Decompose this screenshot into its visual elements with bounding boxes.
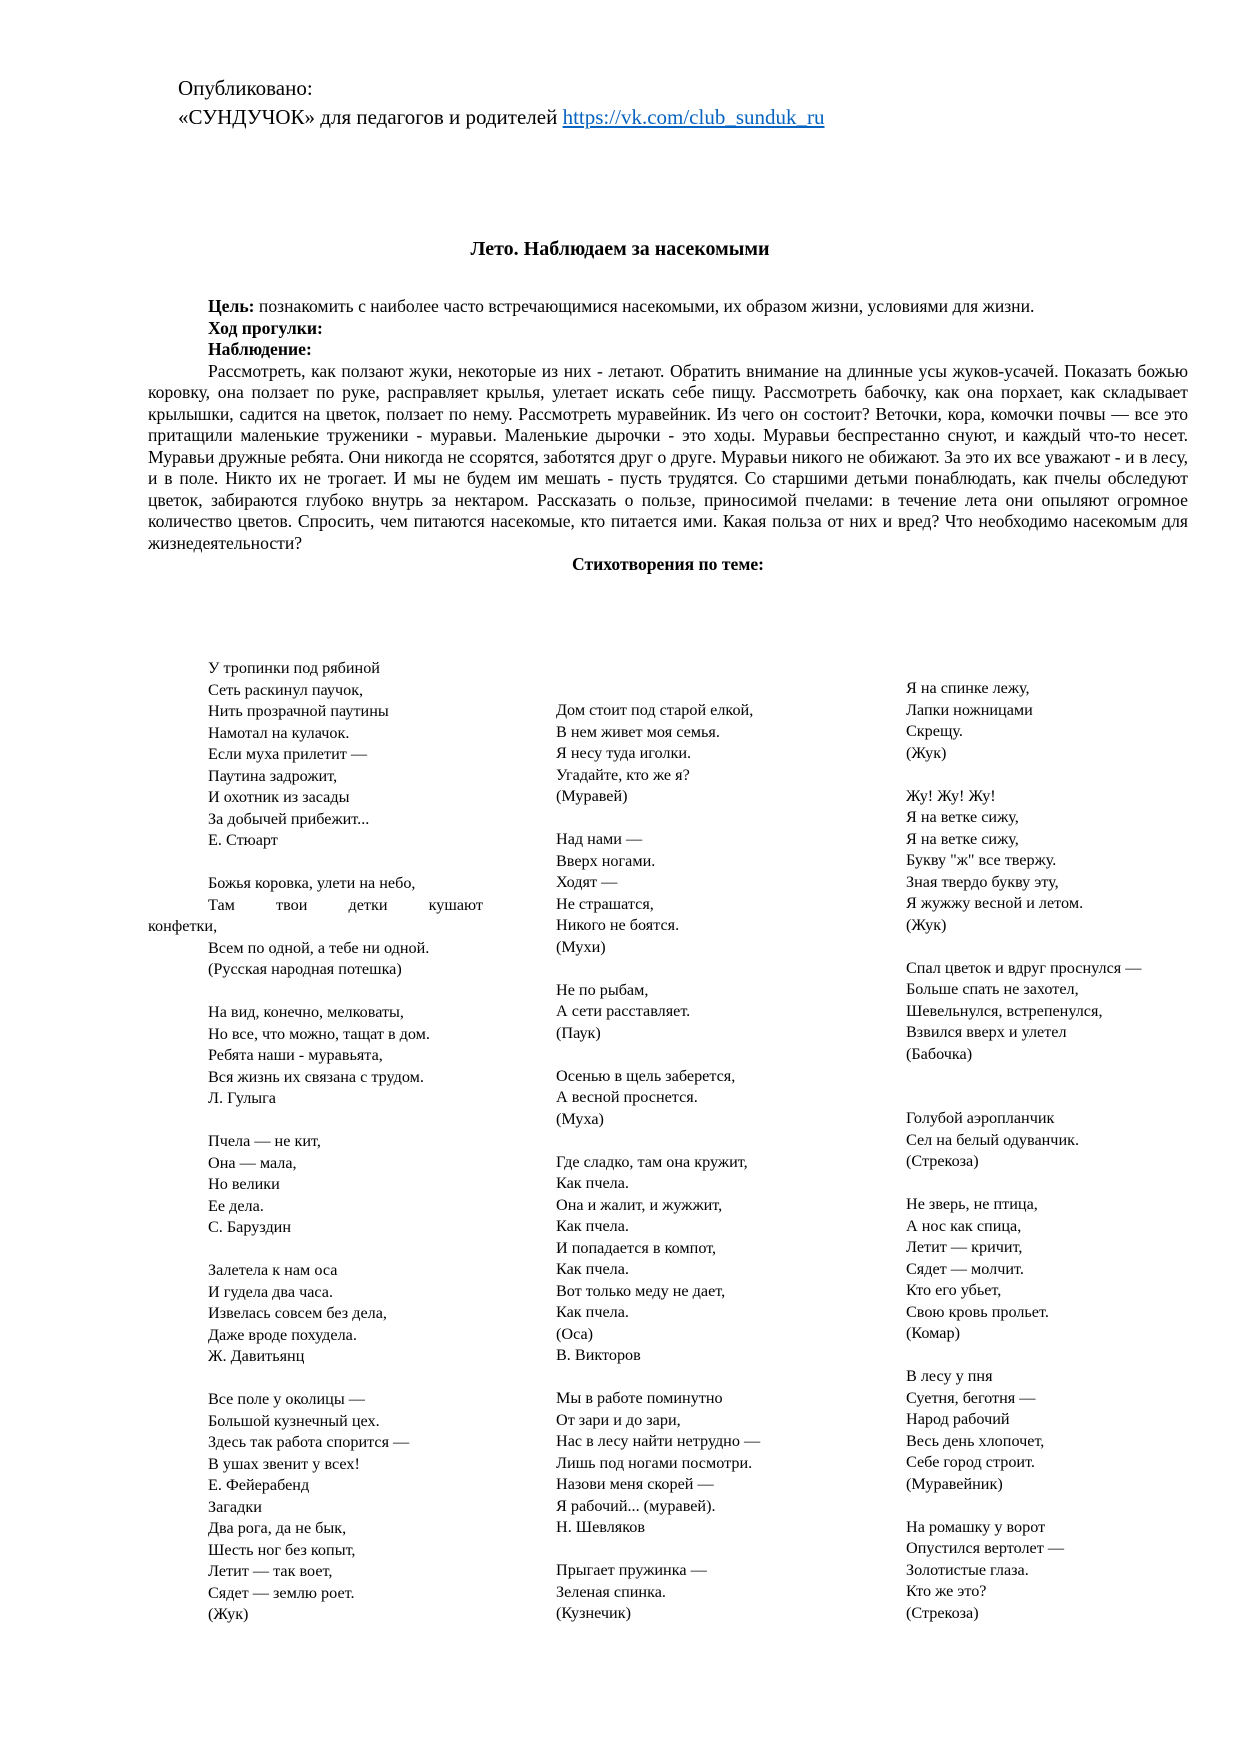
riddle-answer: (Жук) — [906, 743, 947, 762]
riddle-beetle-1 — [906, 678, 1206, 764]
poem-line: Как пчела. — [556, 1260, 629, 1278]
riddle-answer: (Стрекоза) — [906, 1603, 979, 1622]
riddle-fly — [556, 1066, 856, 1131]
riddle-wasp — [556, 1152, 856, 1367]
page-title: Лето. Наблюдаем за насекомыми — [470, 238, 770, 260]
poem-line: Не по рыбам, — [556, 980, 649, 999]
poem-line: На ромашку у ворот — [906, 1517, 1046, 1536]
poem-line: Летит — так воет, — [208, 1562, 333, 1580]
poem-line: И попадается в компот, — [556, 1238, 717, 1257]
poem-line: Ребята наши - муравьята, — [208, 1046, 383, 1064]
poem-line: Я на ветке сижу, — [906, 829, 1019, 848]
poem-ladybug — [148, 873, 488, 981]
poem-wasp — [208, 1260, 488, 1368]
poem-line: Зеленая спинка. — [556, 1582, 666, 1601]
poem-line: Зная твердо букву эту, — [906, 872, 1059, 891]
poem-line: Спал цветок и вдруг проснулся — — [906, 958, 1142, 977]
observation-heading: Наблюдение: — [208, 339, 312, 359]
poem-line: Свою кровь прольет. — [906, 1302, 1049, 1321]
poem-line: Золотистые глаза. — [906, 1560, 1029, 1579]
poem-line: Взвился вверх и улетел — [906, 1023, 1067, 1041]
poems-heading: Стихотворения по теме: — [572, 554, 764, 574]
poems-column-2 — [556, 700, 856, 1625]
poem-line: Жу! Жу! Жу! — [906, 786, 996, 805]
riddle-answer: (Мухи) — [556, 937, 606, 956]
goal-label: Цель: — [208, 296, 255, 316]
poem-line: Себе город строит. — [906, 1453, 1035, 1471]
riddle-answer: (Стрекоза) — [906, 1152, 979, 1170]
poem-line: Народ рабочий — [906, 1410, 1010, 1428]
poem-line: Скрещу. — [906, 722, 963, 740]
poem-line: Ходят — — [556, 873, 618, 891]
lesson-body — [148, 296, 1188, 576]
poem-bee — [208, 1131, 488, 1239]
poem-line: Пчела — не кит, — [208, 1132, 321, 1150]
riddle-mosquito — [906, 1194, 1206, 1345]
poem-spider — [208, 658, 488, 852]
poem-line: Извелась совсем без дела, — [208, 1304, 387, 1322]
poem-line: Божья коровка, улети на небо, — [208, 874, 416, 892]
poem-line: Всем по одной, а тебе ни одной. — [208, 938, 430, 957]
poem-line: Не зверь, не птица, — [906, 1195, 1038, 1213]
poem-line: Сядет — землю роет. — [208, 1583, 355, 1602]
poem-line: Кто его убьет, — [906, 1281, 1002, 1299]
word: Там — [208, 895, 235, 914]
walk-heading: Ход прогулки: — [208, 317, 323, 338]
poem-line: От зари и до зари, — [556, 1410, 681, 1429]
source-name: «СУНДУЧОК» для педагогов и родителей — [178, 105, 563, 129]
riddle-answer: (Жук) — [208, 1605, 249, 1623]
poem-line: И гудела два часа. — [208, 1282, 334, 1301]
poem-line: Она — мала, — [208, 1153, 297, 1172]
riddle-spider — [556, 980, 856, 1045]
poem-author: В. Викторов — [556, 1346, 641, 1364]
poem-line: Вся жизнь их связана с трудом. — [208, 1067, 424, 1086]
vk-link[interactable]: https://vk.com/club_sunduk_ru — [562, 105, 825, 129]
poem-line: Сядет — молчит. — [906, 1259, 1024, 1278]
poem-line: Шевельнулся, встрепенулся, — [906, 1001, 1103, 1020]
poem-line: Паутина задрожит, — [208, 766, 338, 785]
riddle-answer: (Бабочка) — [906, 1044, 973, 1063]
poem-line: Над нами — — [556, 830, 643, 848]
poem-line: Я несу туда иголки. — [556, 744, 692, 762]
poem-line: Кто же это? — [906, 1582, 987, 1600]
word: детки — [348, 895, 388, 914]
poem-line: Где сладко, там она кружит, — [556, 1152, 748, 1171]
riddles-heading: Загадки — [208, 1497, 262, 1516]
poem-line: Нить прозрачной паутины — [208, 702, 389, 720]
poem-line: Мы в работе поминутно — [556, 1389, 723, 1407]
poem-line: Все поле у околицы — — [208, 1390, 365, 1408]
poem-line: Вот только меду не дает, — [556, 1281, 726, 1300]
riddle-grasshopper — [556, 1560, 856, 1625]
poem-line: Если муха прилетит — — [208, 745, 368, 763]
poem-line: Суетня, беготня — — [906, 1388, 1036, 1407]
poem-author: Е. Фейерабенд — [208, 1476, 310, 1494]
poem-line: Не страшатся, — [556, 894, 654, 913]
poem-line: Я рабочий... (муравей). — [556, 1496, 716, 1515]
poem-line: Но велики — [208, 1175, 280, 1193]
poem-line: Дом стоит под старой елкой, — [556, 701, 754, 719]
poem-line: Я жужжу весной и летом. — [906, 894, 1084, 912]
riddle-anthill — [906, 1366, 1206, 1495]
poem-line: Я на спинке лежу, — [906, 679, 1030, 697]
poem-line-justified — [208, 895, 483, 917]
observation-text: Рассмотреть, как ползают жуки, некоторые из них - летают. Обратить внимание на длинные усы жуков-усачей. Показать божью коровку, она ползает по руке, расправляет крылья, улетает искать себе пищу. Рассмотреть бабочку, как она порхает, как складывает крылышки, садится на цветок, ползает по нему. Рассмотреть муравейник. Из чего он состоит? Веточки, кора, комочки почвы — все это притащили маленькие труженики - муравьи. Маленькие дырочки - это ходы. Муравьи беспрестанно снуют, и каждый что-то несет. Муравьи дружные ребята. Они никогда не ссорятся, заботятся друг о друге. Муравьи никого не обижают. За это их все уважают - и в лесу, и в поле. Никто их не трогает. И мы не будем им мешать - пусть трудятся. Со старшими детьми понаблюдать, как пчелы обследуют цветок, забираются глубоко внутрь за нектаром. Рассказать о пользе, приносимой пчелами: в течение лета они опыляют огромное количество цветов. Спросить, чем питаются насекомые, кто питается ими. Какая польза от них и вред? Что необходимо насекомым для жизнедеятельности? — [148, 360, 1188, 553]
poem-line: Намотал на кулачок. — [208, 723, 350, 742]
poem-line: Два рога, да не бык, — [208, 1519, 347, 1537]
poem-author: Л. Гулыга — [208, 1089, 276, 1107]
poem-author: С. Баруздин — [208, 1218, 292, 1236]
poem-line: Лишь под ногами посмотри. — [556, 1453, 753, 1472]
poems-column-1 — [148, 658, 488, 1626]
poem-line: Большой кузнечный цех. — [208, 1411, 380, 1430]
poem-author: (Русская народная потешка) — [208, 960, 402, 978]
poem-line: Как пчела. — [556, 1303, 629, 1321]
poem-line: В лесу у пня — [906, 1367, 993, 1385]
poem-line: А нос как спица, — [906, 1216, 1022, 1235]
goal-paragraph — [148, 296, 1188, 318]
poem-line: Летит — кричит, — [906, 1238, 1023, 1256]
poem-line: Залетела к нам оса — [208, 1261, 338, 1279]
poem-line: Как пчела. — [556, 1217, 629, 1235]
publication-source — [178, 103, 825, 132]
poem-author: Н. Шевляков — [556, 1518, 646, 1536]
poem-line: Я на ветке сижу, — [906, 808, 1019, 826]
poem-line: За добычей прибежит... — [208, 809, 370, 828]
published-label: Опубликовано: — [178, 76, 313, 100]
poem-line: Здесь так работа спорится — — [208, 1433, 410, 1451]
poem-line: Опустился вертолет — — [906, 1539, 1065, 1557]
word: твои — [276, 895, 308, 914]
poem-author: Ж. Давитьянц — [208, 1347, 305, 1365]
poem-line: В нем живет моя семья. — [556, 722, 720, 741]
poems-column-3 — [906, 678, 1206, 1624]
riddle-answer: (Муравейник) — [906, 1474, 1003, 1493]
poem-line: Шесть ног без копыт, — [208, 1540, 356, 1559]
poem-ants — [208, 1002, 488, 1110]
riddle-beetle-2 — [906, 786, 1206, 937]
poem-line: У тропинки под рябиной — [208, 659, 380, 677]
poem-line: Даже вроде похудела. — [208, 1325, 357, 1344]
riddle-answer: (Оса) — [556, 1324, 594, 1343]
riddle-answer: (Жук) — [906, 915, 947, 934]
poem-line: И охотник из засады — [208, 788, 350, 806]
poem-line: А весной проснется. — [556, 1088, 698, 1106]
poem-line: Сеть раскинул паучок, — [208, 680, 364, 699]
poem-line-wrap: конфетки, — [148, 917, 218, 935]
riddle-dragonfly-2 — [906, 1517, 1206, 1625]
poem-worker-ant — [556, 1388, 856, 1539]
poem-line: Нас в лесу найти нетрудно — — [556, 1432, 761, 1450]
riddle-butterfly — [906, 958, 1206, 1066]
poem-line: Вверх ногами. — [556, 851, 656, 870]
poem-line: Угадайте, кто же я? — [556, 765, 690, 784]
poem-line: Но все, что можно, тащат в дом. — [208, 1024, 430, 1043]
poem-line: Как пчела. — [556, 1174, 629, 1192]
poem-line: Сел на белый одуванчик. — [906, 1130, 1080, 1149]
publication-info — [178, 74, 825, 132]
poem-line: Весь день хлопочет, — [906, 1431, 1045, 1450]
goal-text: познакомить с наиболее часто встречающимися насекомыми, их образом жизни, условиями для жизни. — [254, 296, 1035, 316]
word: кушают — [428, 895, 483, 914]
poem-line: Она и жалит, и жужжит, — [556, 1195, 723, 1214]
poem-line: В ушах звенит у всех! — [208, 1454, 360, 1473]
poem-line: Лапки ножницами — [906, 700, 1033, 719]
poem-line: Голубой аэропланчик — [906, 1109, 1055, 1127]
poem-line: Прыгает пружинка — — [556, 1561, 707, 1579]
poem-line: Ее дела. — [208, 1196, 264, 1215]
poem-line: Никого не боятся. — [556, 916, 680, 934]
poem-line: Назови меня скорей — — [556, 1475, 714, 1493]
poem-line: А сети расставляет. — [556, 1002, 691, 1020]
riddle-answer: (Комар) — [906, 1324, 960, 1342]
poem-grasshoppers-and-riddle — [208, 1389, 488, 1626]
riddle-dragonfly-1 — [906, 1108, 1206, 1173]
riddle-answer: (Паук) — [556, 1023, 601, 1042]
riddle-ant — [556, 700, 856, 808]
riddle-answer: (Кузнечик) — [556, 1604, 631, 1622]
poem-line: Букву "ж" все твержу. — [906, 851, 1057, 869]
poem-line: На вид, конечно, мелковаты, — [208, 1003, 404, 1021]
poem-line: Больше спать не захотел, — [906, 980, 1079, 998]
riddle-flies — [556, 829, 856, 958]
riddle-answer: (Муха) — [556, 1109, 604, 1128]
poem-author: Е. Стюарт — [208, 831, 278, 849]
poem-line: Осенью в щель заберется, — [556, 1066, 736, 1085]
riddle-answer: (Муравей) — [556, 787, 628, 805]
